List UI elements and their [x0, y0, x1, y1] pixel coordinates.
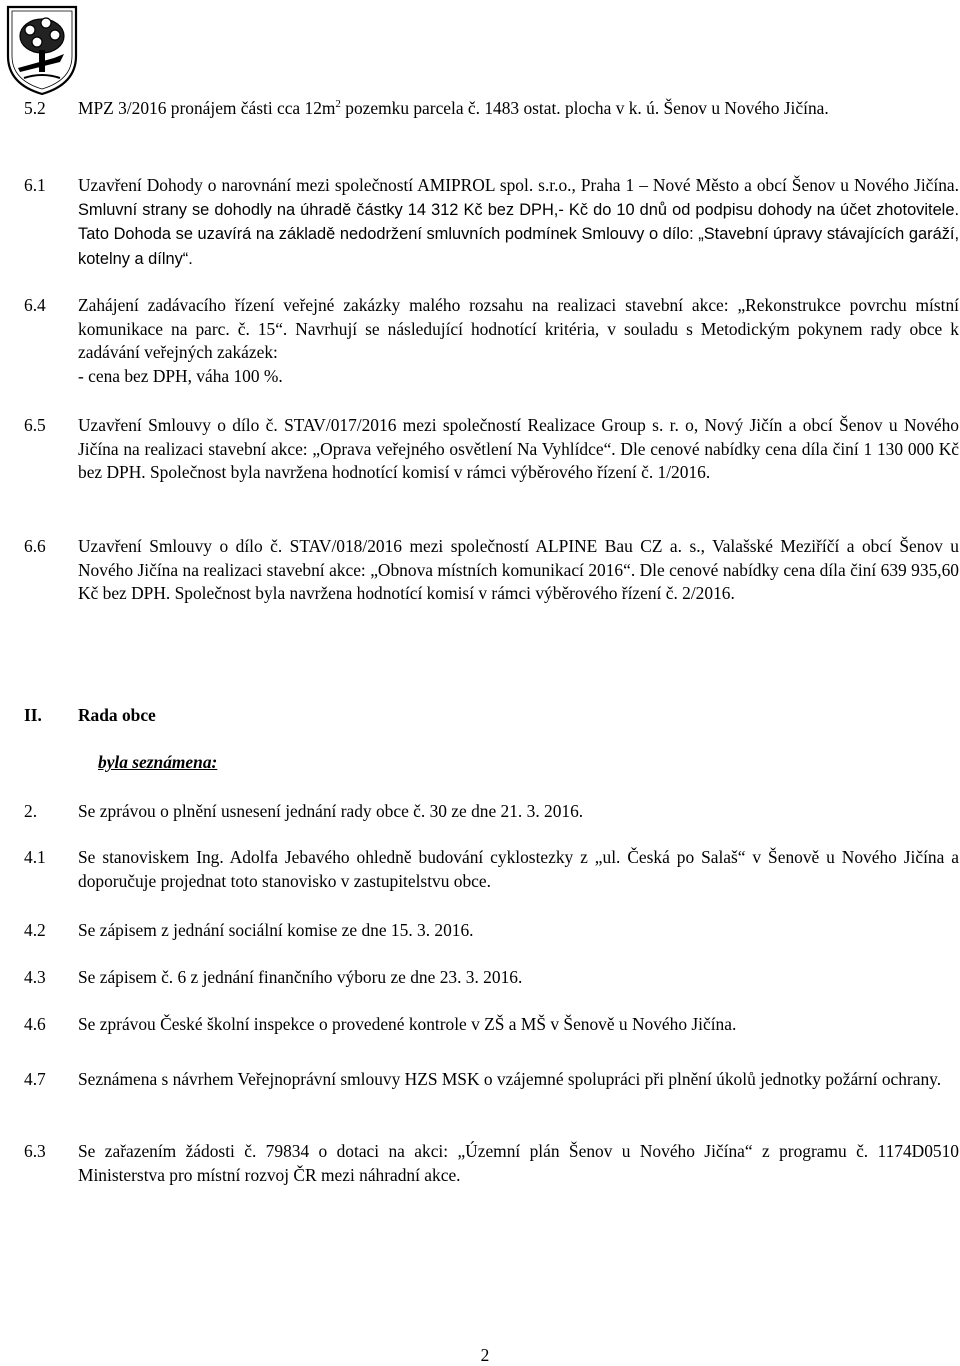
item-number: 6.3 — [24, 1141, 46, 1161]
item-number: 5.2 — [24, 98, 46, 118]
item-text: Se zařazením žádosti č. 79834 o dotaci na akci: „Územní plán Šenov u Nového Jičína“ z programu č. 1174D0510 Ministerstva pro místní rozvoj ČR mezi náhradní akce. — [78, 1141, 959, 1185]
agenda-item-6-5 — [24, 414, 959, 485]
item-number: 2. — [24, 801, 38, 821]
item-number: 4.7 — [24, 1069, 46, 1089]
item-text: Uzavření Dohody o narovnání mezi společností AMIPROL spol. s.r.o., Praha 1 – Nové Město a obcí Šenov u Nového Jičína. Smluvní strany se dohodly na úhradě částky 14 312 Kč bez DPH,- Kč do 10 dnů od podpisu dohody na účet zhotovitele. Tato Dohoda se uzavírá na základě nedodržení smluvních podmínek Smlouvy o dílo: „Stavební úpravy stávajících garáží, kotelny a dílny“. — [78, 175, 959, 268]
agenda-item-6-1 — [24, 174, 959, 271]
note-item-4-3 — [24, 966, 959, 990]
item-text: Se zápisem z jednání sociální komise ze dne 15. 3. 2016. — [78, 920, 474, 940]
item-number: 6.1 — [24, 175, 46, 195]
item-text-sans: Smluvní strany se dohodly na úhradě částky 14 312 Kč bez DPH,- Kč do 10 dnů od podpisu dohody na účet zhotovitele. Tato Dohoda se uzavírá na základě nedodržení smluvních podmínek Smlouvy o dílo: „Stavební úpravy stávajících garáží, kotelny a dílny“. — [78, 200, 959, 268]
item-text: Se zprávou o plnění usnesení jednání rady obce č. 30 ze dne 21. 3. 2016. — [78, 801, 584, 821]
item-number: 6.5 — [24, 415, 46, 435]
page-number: 2 — [480, 1345, 490, 1365]
item-number: 4.1 — [24, 847, 46, 867]
item-text: Se zápisem č. 6 z jednání finančního výboru ze dne 23. 3. 2016. — [78, 967, 523, 987]
item-criterion: - cena bez DPH, váha 100 %. — [78, 365, 283, 386]
item-number: 4.2 — [24, 920, 46, 940]
item-text: Uzavření Smlouvy o dílo č. STAV/017/2016 mezi společností Realizace Group s. r. o, Nový Jičín a obcí Šenov u Nového Jičína na realizaci stavební akce: „Oprava veřejného osvětlení Na Vyhlídce“. Dle cenové nabídky cena díla činí 1 130 000 Kč bez DPH. Společnost byla navržena hodnotící komisí v rámci výběrového řízení č. 1/2016. — [78, 415, 959, 482]
item-number: 4.6 — [24, 1014, 46, 1034]
item-text: Zahájení zadávacího řízení veřejné zakázky malého rozsahu na realizaci stavební akce: „Rekonstrukce povrchu místní komunikace na parc. č. 15“. Navrhují se následující hodnotící kritéria, v souladu s Metodickým pokynem rady obce k zadávání veřejných zakázek: — [78, 295, 959, 362]
section-subtitle: byla seznámena: — [98, 752, 218, 772]
section-number: II. — [24, 705, 42, 725]
note-item-6-3 — [24, 1140, 959, 1187]
note-item-4-7 — [24, 1068, 959, 1092]
item-number: 6.4 — [24, 295, 46, 315]
agenda-item-6-4 — [24, 294, 959, 388]
note-item-4-1 — [24, 846, 959, 893]
note-item-2 — [24, 800, 959, 824]
note-item-4-6 — [24, 1013, 959, 1037]
agenda-item-6-6 — [24, 535, 959, 606]
municipal-coat-of-arms-icon — [4, 4, 80, 96]
item-text: Se zprávou České školní inspekce o provedené kontrole v ZŠ a MŠ v Šenově u Nového Jičína. — [78, 1014, 737, 1034]
item-text: Se stanoviskem Ing. Adolfa Jebavého ohledně budování cyklostezky z „ul. Česká po Salaš“ v Šenově u Nového Jičína a doporučuje projednat toto stanovisko v zastupitelstvu obce. — [78, 847, 959, 891]
item-text: Uzavření Smlouvy o dílo č. STAV/018/2016 mezi společností ALPINE Bau CZ a. s., Valašské Meziříčí a obcí Šenov u Nového Jičína na realizaci stavební akce: „Obnova místních komunikací 2016“. Dle cenové nabídky cena díla činí 639 935,60 Kč bez DPH. Společnost byla navržena hodnotící komisí v rámci výběrového řízení č. 2/2016. — [78, 536, 959, 603]
section-title: Rada obce — [78, 705, 156, 725]
agenda-item-5-2 — [24, 97, 959, 121]
item-number: 6.6 — [24, 536, 46, 556]
superscript-2: 2 — [335, 98, 341, 111]
item-text: Seznámena s návrhem Veřejnoprávní smlouvy HZS MSK o vzájemné spolupráci při plnění úkolů jednotky požární ochrany. — [78, 1069, 942, 1089]
item-number: 4.3 — [24, 967, 46, 987]
note-item-4-2 — [24, 919, 959, 943]
item-text: MPZ 3/2016 pronájem části cca $12m^2$ pozemku parcela č. 1483 ostat. plocha v k. ú. Šenov u Nového Jičína. — [78, 98, 829, 118]
